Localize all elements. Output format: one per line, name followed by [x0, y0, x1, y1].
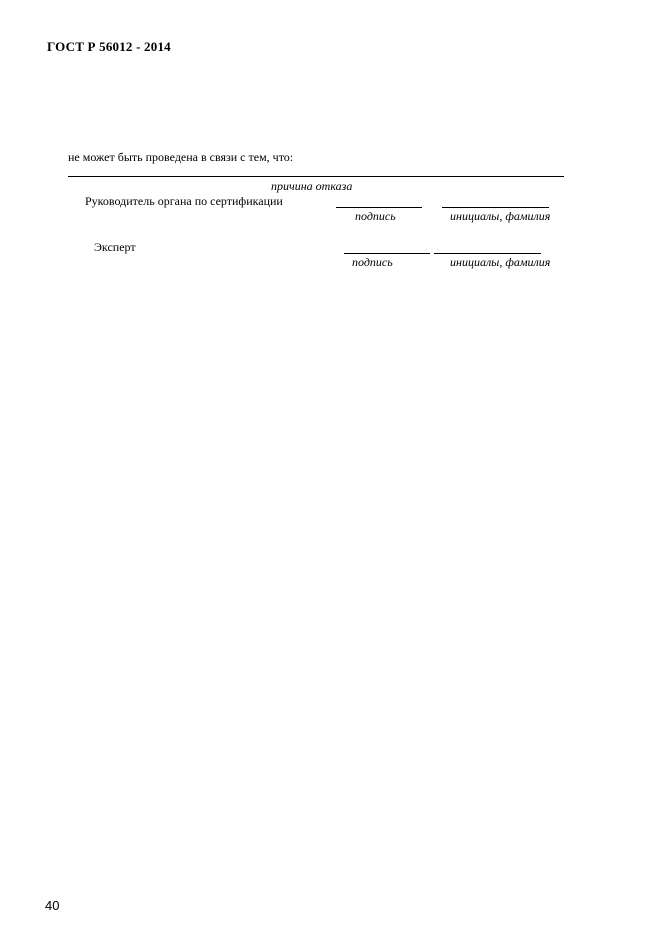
standard-header: ГОСТ Р 56012 - 2014 — [47, 39, 171, 54]
expert-signature-line — [344, 253, 430, 254]
refusal-intro-text: не может быть проведена в связи с тем, что: — [68, 150, 294, 164]
expert-name-caption: инициалы, фамилия — [450, 255, 551, 269]
page-number: 40 — [45, 898, 60, 913]
expert-label: Эксперт — [94, 240, 136, 254]
head-of-certification-body-label: Руководитель органа по сертификации — [85, 194, 283, 208]
refusal-reason-caption: причина отказа — [271, 179, 353, 193]
refusal-reason-line — [68, 176, 564, 177]
head-name-caption: инициалы, фамилия — [450, 209, 551, 223]
expert-name-line — [434, 253, 541, 254]
expert-signature-caption: подпись — [352, 255, 393, 269]
head-name-line — [442, 207, 549, 208]
head-signature-line — [336, 207, 422, 208]
head-signature-caption: подпись — [355, 209, 396, 223]
